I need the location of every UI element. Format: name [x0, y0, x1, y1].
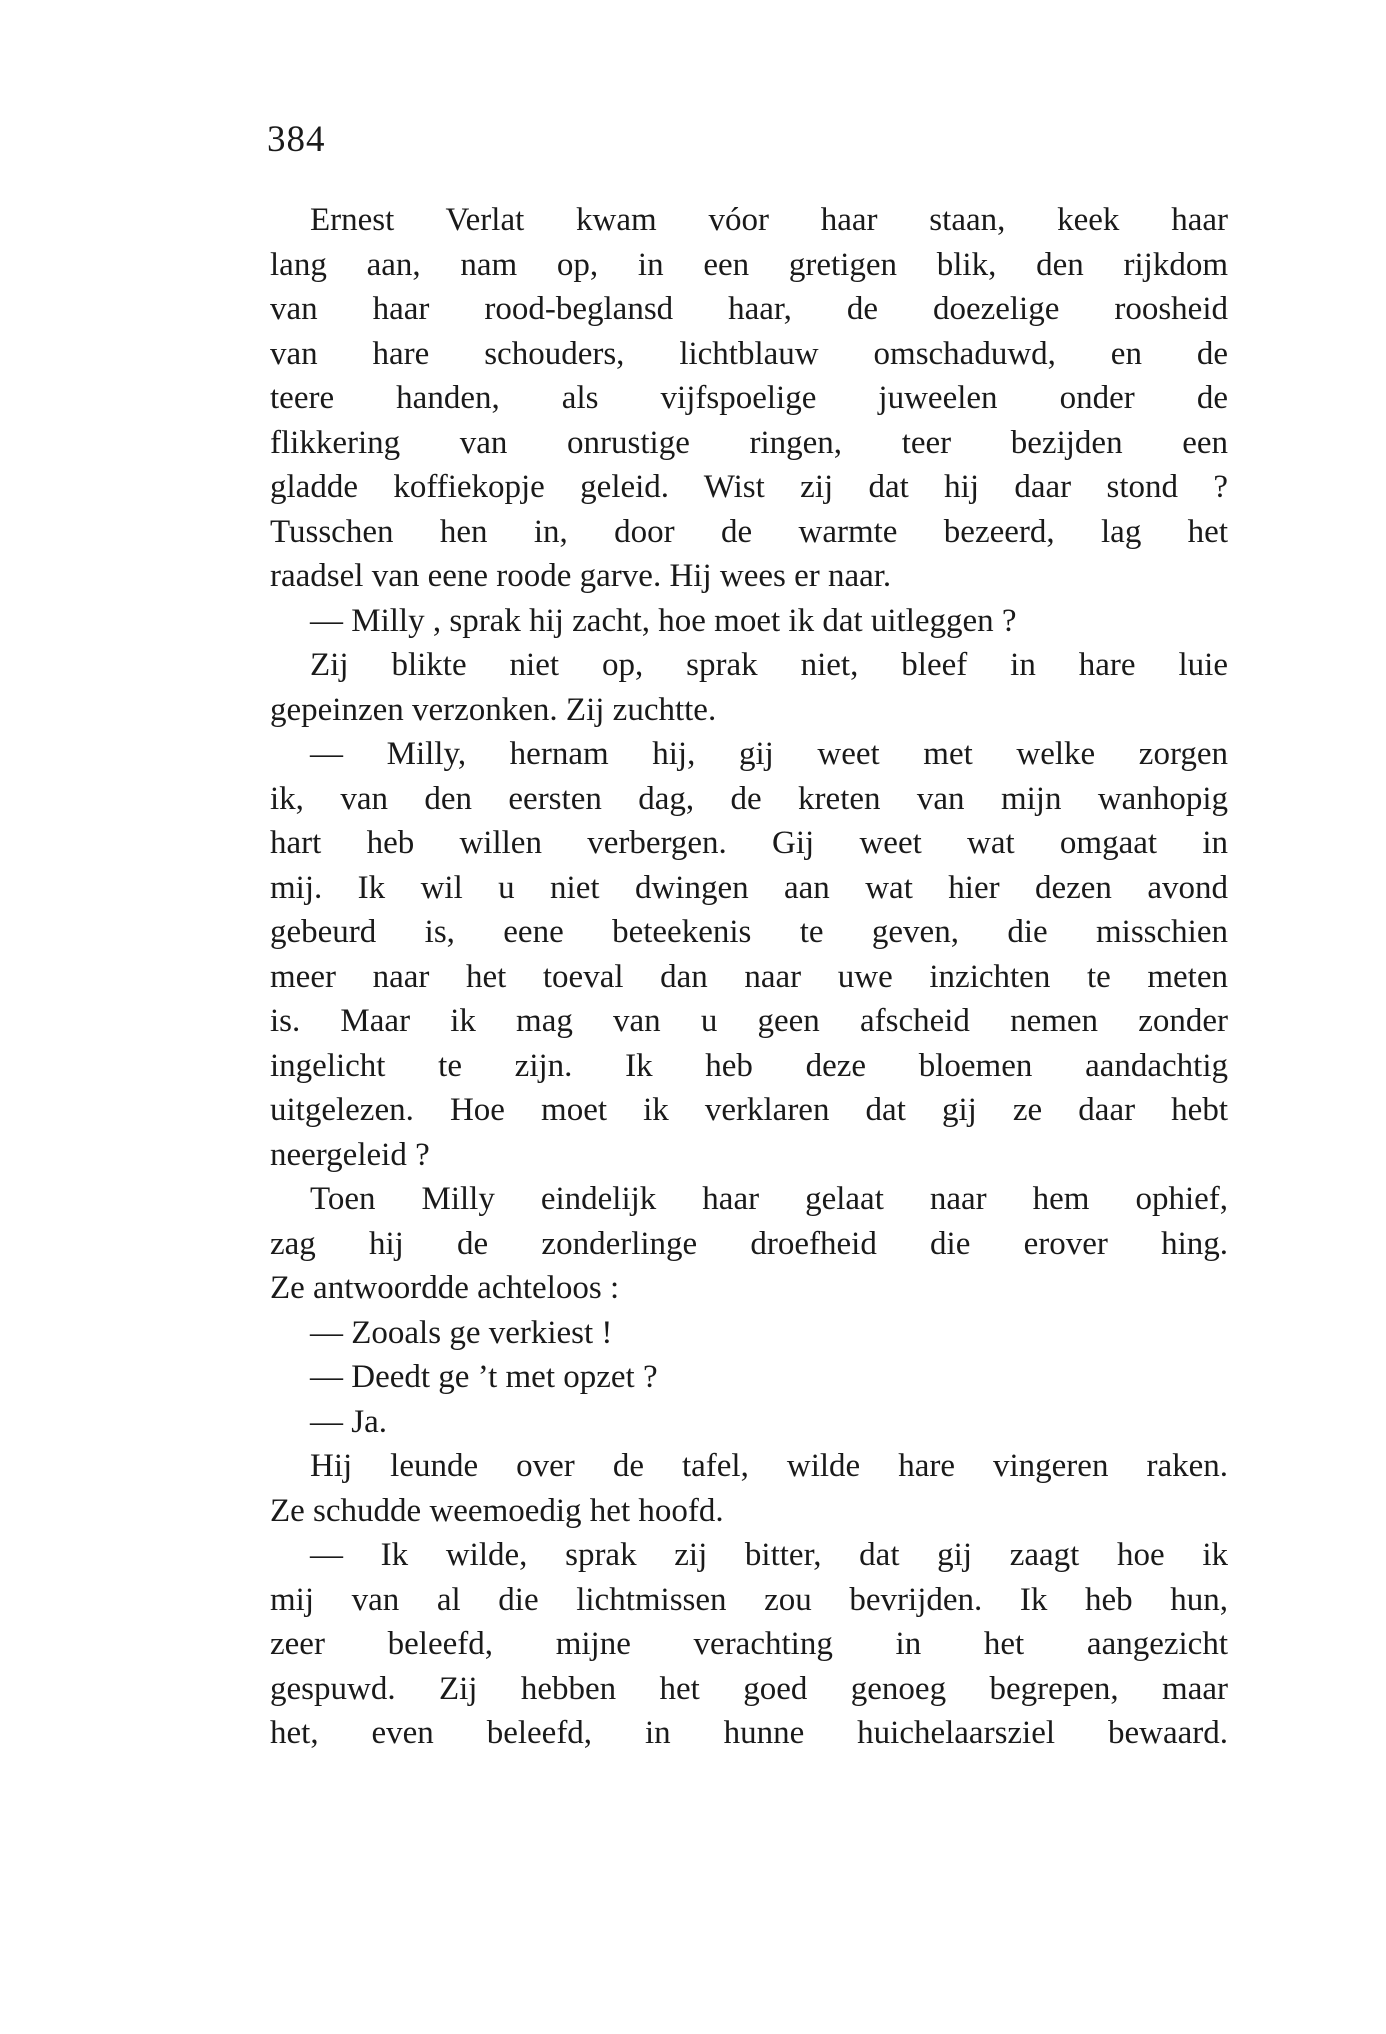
text-line: — Zooals ge verkiest !: [310, 1314, 613, 1351]
text-line: raadsel van eene roode garve. Hij wees er naar.: [270, 558, 892, 594]
text-line: lang aan, nam op, in een gretigen blik, den rijkdom: [270, 246, 1228, 283]
text-line: hart heb willen verbergen. Gij weet wat omgaat in: [270, 825, 1228, 861]
text-line: van hare schouders, lichtblauw omschaduwd, en de: [270, 335, 1228, 372]
text-line: ik, van den eersten dag, de kreten van mijn wanhopig: [270, 780, 1228, 817]
text-line: ingelicht te zijn. Ik heb deze bloemen aandachtig: [270, 1047, 1228, 1084]
text-line: Toen Milly eindelijk haar gelaat naar hem ophief,: [310, 1181, 1228, 1217]
text-line: — Milly , sprak hij zacht, hoe moet ik dat uitleggen ?: [310, 602, 1017, 639]
text-line: Tusschen hen in, door de warmte bezeerd, lag het: [270, 513, 1228, 550]
text-line: gepeinzen verzonken. Zij zuchtte.: [270, 691, 717, 728]
text-line: gladde koffiekopje geleid. Wist zij dat hij daar stond ?: [270, 469, 1228, 505]
text-line: zeer beleefd, mijne verachting in het aangezicht: [270, 1626, 1228, 1662]
text-line: Ze schudde weemoedig het hoofd.: [270, 1492, 724, 1529]
text-line: Hij leunde over de tafel, wilde hare vingeren raken.: [310, 1448, 1228, 1484]
text-line: het, even beleefd, in hunne huichelaarsziel bewaard.: [270, 1715, 1228, 1751]
text-line: teere handen, als vijfspoelige juweelen onder de: [270, 380, 1228, 416]
text-line: mij. Ik wil u niet dwingen aan wat hier dezen avond: [270, 869, 1228, 906]
page-number: 384: [267, 119, 326, 160]
text-line: Ze antwoordde achteloos :: [270, 1270, 620, 1306]
text-line: Ernest Verlat kwam vóor haar staan, keek haar: [310, 202, 1228, 238]
text-line: — Ja.: [310, 1403, 387, 1440]
text-line: gespuwd. Zij hebben het goed genoeg begrepen, maar: [270, 1670, 1228, 1707]
text-line: van haar rood-beglansd haar, de doezelige roosheid: [270, 291, 1228, 327]
body-text: [270, 198, 1228, 1756]
text-line: is. Maar ik mag van u geen afscheid nemen zonder: [270, 1003, 1228, 1039]
text-line: Zij blikte niet op, sprak niet, bleef in hare luie: [310, 647, 1228, 683]
text-line: — Deedt ge ’t met opzet ?: [310, 1359, 658, 1395]
text-line: neergeleid ?: [270, 1136, 430, 1173]
text-line: — Ik wilde, sprak zij bitter, dat gij zaagt hoe ik: [310, 1537, 1228, 1573]
text-line: — Milly, hernam hij, gij weet met welke zorgen: [310, 736, 1228, 772]
text-line: zag hij de zonderlinge droefheid die erover hing.: [270, 1225, 1228, 1262]
text-line: gebeurd is, eene beteekenis te geven, die misschien: [270, 914, 1228, 950]
text-line: uitgelezen. Hoe moet ik verklaren dat gij ze daar hebt: [270, 1092, 1228, 1128]
text-line: mij van al die lichtmissen zou bevrijden. Ik heb hun,: [270, 1581, 1228, 1618]
text-line: meer naar het toeval dan naar uwe inzichten te meten: [270, 958, 1228, 995]
text-line: flikkering van onrustige ringen, teer bezijden een: [270, 424, 1228, 461]
